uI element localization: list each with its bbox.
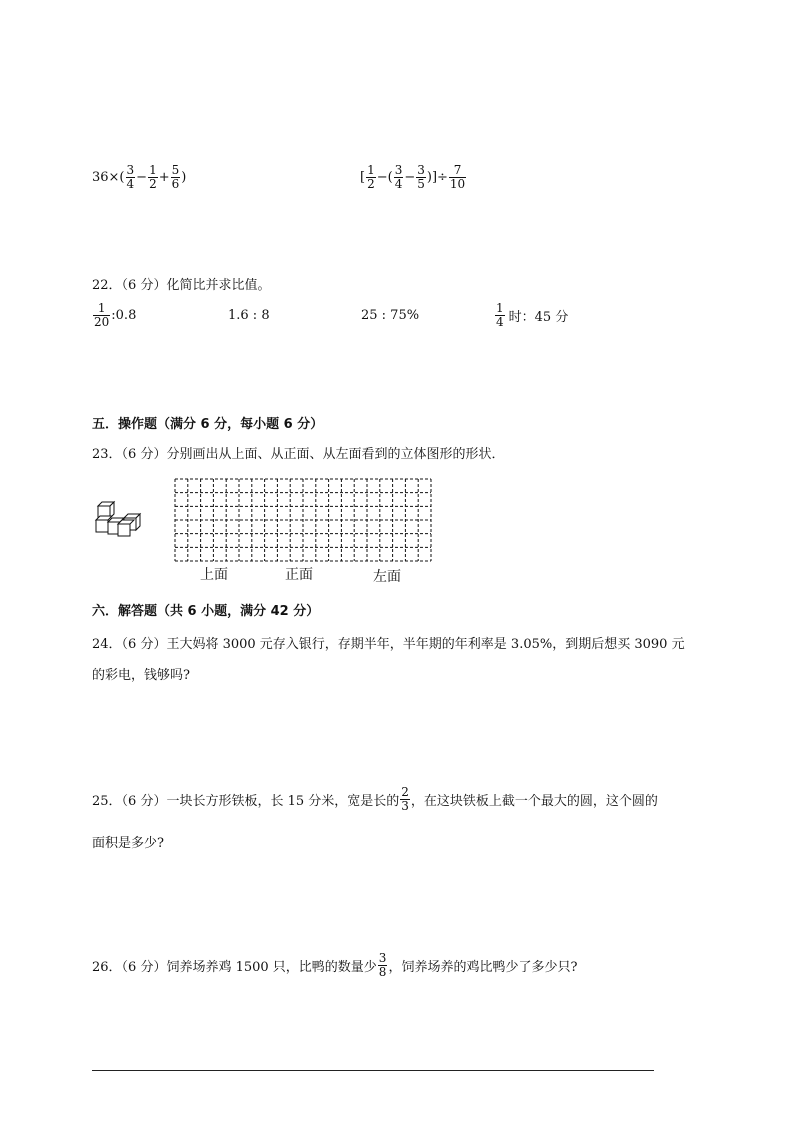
fraction: $\frac{5}{6}$ <box>171 163 180 191</box>
label-top-view: 上面 <box>200 567 228 583</box>
question-25-line-2: 面积是多少? <box>92 836 164 851</box>
fraction: $\frac{3}{8}$ <box>378 951 387 979</box>
calc-expression-1: 36×( $\frac{3}{4}$ − $\frac{1}{2}$ + $\frac{5}{6}$ ) <box>92 163 187 191</box>
question-24-line-1: 24．（6 分）王大妈将 3000 元存入银行，存期半年，半年期的年利率是 3.05%，到期后想买 3090 元 <box>92 637 685 652</box>
fraction: $\frac{1}{20}$ <box>94 301 110 329</box>
question-24-line-2: 的彩电，钱够吗? <box>92 668 190 683</box>
fraction: $\frac{3}{5}$ <box>417 163 425 191</box>
question-25-line-1: 25．（6 分）一块长方形铁板，长 15 分米，宽是长的 $\frac{2}{3}$ ，在这块铁板上截一个最大的圆，这个圆的 <box>92 785 658 813</box>
fraction: $\frac{3}{4}$ <box>394 163 403 191</box>
fraction: $\frac{1}{2}$ <box>367 163 375 191</box>
q22-item-3: 25 : 75% <box>361 308 420 323</box>
fraction: $\frac{1}{4}$ <box>496 301 504 329</box>
label-front-view: 正面 <box>285 567 313 583</box>
q22-item-2: 1.6 : 8 <box>228 308 270 323</box>
label-left-view: 左面 <box>373 569 401 585</box>
q22-item-1: $\frac{1}{20}$ :0.8 <box>94 301 137 329</box>
q22-item-4: $\frac{1}{4}$ 时：45 分 <box>496 301 569 329</box>
cube-figure <box>92 500 156 540</box>
fraction: $\frac{3}{4}$ <box>126 163 135 191</box>
fraction: $\frac{1}{2}$ <box>149 163 157 191</box>
question-23: 23．（6 分）分别画出从上面、从正面、从左面看到的立体图形的形状． <box>92 447 505 462</box>
fraction: $\frac{7}{10}$ <box>449 163 466 191</box>
footer-divider <box>92 1070 654 1071</box>
section-5-heading: 五．操作题（满分 6 分，每小题 6 分） <box>92 417 324 432</box>
section-6-heading: 六．解答题（共 6 小题，满分 42 分） <box>92 604 320 619</box>
question-22-title: 22．（6 分）化简比并求比值。 <box>92 278 271 293</box>
fraction: $\frac{2}{3}$ <box>401 785 409 813</box>
drawing-grid <box>174 478 432 562</box>
question-26: 26．（6 分）饲养场养鸡 1500 只，比鸭的数量少 $\frac{3}{8}$ ，饲养场养的鸡比鸭少了多少只? <box>92 951 578 979</box>
calc-expression-2: [ $\frac{1}{2}$ −( $\frac{3}{4}$ − $\frac{3}{5}$ )]÷ $\frac{7}{10}$ <box>360 163 466 191</box>
